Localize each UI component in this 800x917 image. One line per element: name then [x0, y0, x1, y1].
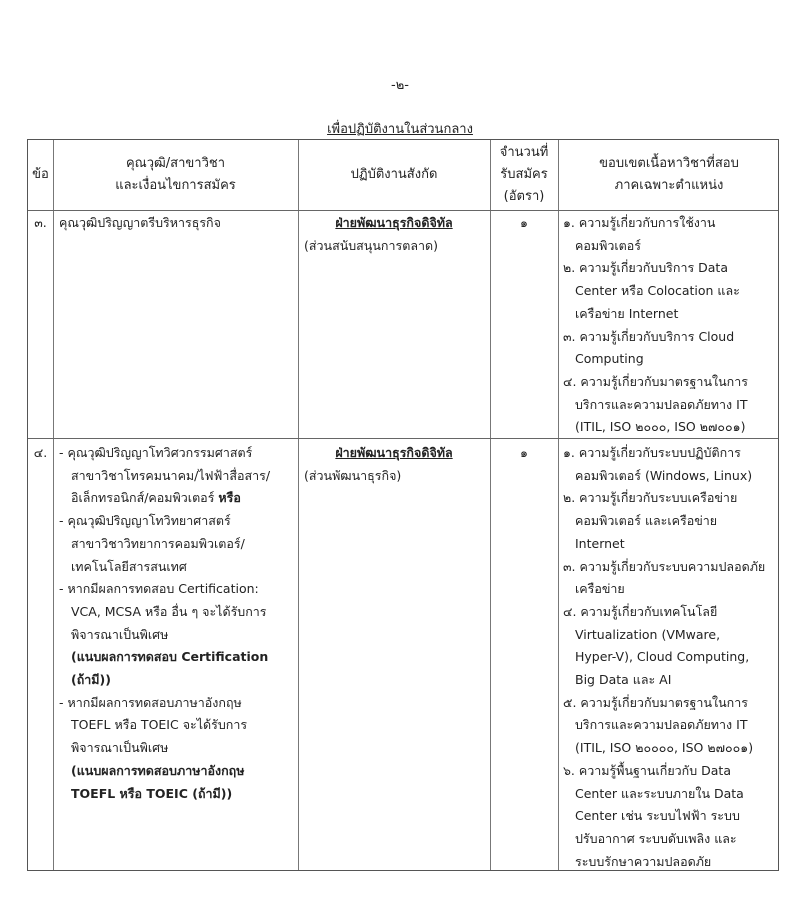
line-text: Center และระบบภายใน Data [575, 785, 744, 801]
line-text: Center เช่น ระบบไฟฟ้า ระบบ [575, 808, 740, 824]
text-line [563, 646, 779, 669]
text-line [563, 601, 779, 624]
header-line: (อัตรา) [503, 189, 545, 204]
header-line: ขอบเขตเนื้อหาวิชาที่สอบ [599, 156, 739, 171]
text-line [563, 737, 779, 760]
line-text: คอมพิวเตอร์ [575, 237, 641, 253]
line-text: ๒. ความรู้เกี่ยวกับระบบเครือข่าย [563, 490, 738, 506]
text-line [59, 578, 295, 601]
unit-title: ฝ่ายพัฒนาธุรกิจดิจิทัล [335, 215, 453, 230]
line-text: ๔. ความรู้เกี่ยวกับมาตรฐานในการ [563, 373, 748, 389]
line-text: พิจารณาเป็นพิเศษ [71, 626, 169, 642]
line-text: สาขาวิชาวิทยาการคอมพิวเตอร์/ [71, 535, 245, 551]
line-text: Internet [575, 535, 625, 551]
line-text: - คุณวุฒิปริญญาโทวิศวกรรมศาสตร์ [59, 445, 253, 460]
scope-cell [563, 442, 779, 873]
line-text: TOEFL หรือ TOEIC (ถ้ามี)) [71, 785, 233, 801]
line-text: (แนบผลการทดสอบ Certification [71, 649, 269, 665]
line-text: คอมพิวเตอร์ (Windows, Linux) [575, 467, 753, 483]
text-line [563, 465, 779, 488]
qualification-cell [59, 212, 295, 235]
row-number: ๓. [34, 215, 47, 230]
line-text: ๔. ความรู้เกี่ยวกับเทคโนโลยี [563, 603, 718, 619]
qualification-cell [59, 442, 295, 805]
line-text: - หากมีผลการทดสอบ Certification: [59, 581, 259, 597]
text-line [563, 235, 779, 258]
scope-cell [563, 212, 779, 439]
unit-title: ฝ่ายพัฒนาธุรกิจดิจิทัล [335, 445, 453, 460]
text-line [59, 646, 295, 669]
line-text: คุณวุฒิปริญญาตรีบริหารธุรกิจ [59, 215, 221, 230]
text-line [563, 692, 779, 715]
positions-table [27, 139, 779, 871]
text-line [563, 624, 779, 647]
table-caption: เพื่อปฏิบัติงานในส่วนกลาง [327, 122, 473, 137]
count-cell: ๑ [520, 215, 528, 230]
column-divider [53, 140, 54, 870]
line-text: ๑. ความรู้เกี่ยวกับการใช้งาน [563, 215, 716, 230]
text-line [563, 714, 779, 737]
line-text: อิเล็กทรอนิกส์/คอมพิวเตอร์ [71, 490, 219, 506]
text-line [59, 760, 295, 783]
line-text: ๓. ความรู้เกี่ยวกับระบบความปลอดภัย [563, 558, 766, 574]
text-line [563, 280, 779, 303]
unit-subtitle: (ส่วนสนับสนุนการตลาด) [304, 237, 438, 253]
text-line [563, 371, 779, 394]
line-text: ๓. ความรู้เกี่ยวกับบริการ Cloud [563, 328, 735, 344]
text-line [563, 510, 779, 533]
header-unit: ปฏิบัติงานสังกัด [350, 167, 438, 182]
line-text: VCA, MCSA หรือ อื่น ๆ จะได้รับการ [71, 603, 267, 619]
line-text: ระบบรักษาความปลอดภัย [575, 853, 712, 869]
count-cell: ๑ [520, 445, 528, 460]
line-text: (ถ้ามี)) [71, 672, 111, 688]
line-text: - หากมีผลการทดสอบภาษาอังกฤษ [59, 694, 242, 710]
text-line [59, 624, 295, 647]
header-line: รับสมัคร [500, 167, 548, 182]
text-line [563, 851, 779, 874]
line-text: (แนบผลการทดสอบภาษาอังกฤษ [71, 762, 245, 778]
header-count [490, 140, 558, 210]
text-line [563, 257, 779, 280]
header-line: ภาคเฉพาะตำแหน่ง [614, 178, 724, 193]
text-line [59, 669, 295, 692]
line-text: เครือข่าย [575, 581, 625, 597]
line-text: - คุณวุฒิปริญญาโทวิทยาศาสตร์ [59, 513, 231, 529]
header-line: และเงื่อนไขการสมัคร [115, 178, 236, 193]
text-line [563, 303, 779, 326]
line-text: ๑. ความรู้เกี่ยวกับระบบปฏิบัติการ [563, 445, 741, 460]
line-text: พิจารณาเป็นพิเศษ [71, 740, 169, 756]
line-text: Hyper-V), Cloud Computing, [575, 649, 750, 665]
line-text: Virtualization (VMware, [575, 626, 721, 642]
text-line [563, 805, 779, 828]
line-text: TOEFL หรือ TOEIC จะได้รับการ [71, 717, 248, 733]
line-text: บริการและความปลอดภัยทาง IT [575, 396, 748, 412]
line-text: Big Data และ AI [575, 672, 672, 688]
text-line [563, 416, 779, 439]
header-line: คุณวุฒิ/สาขาวิชา [125, 156, 226, 171]
line-text: ปรับอากาศ ระบบดับเพลิง และ [575, 830, 737, 846]
text-line [563, 326, 779, 349]
text-line [563, 394, 779, 417]
line-text: (ITIL, ISO ๒๐๐๐, ISO ๒๗๐๐๑) [575, 419, 746, 435]
unit-subtitle: (ส่วนพัฒนาธุรกิจ) [304, 467, 402, 483]
line-text: เครือข่าย Internet [575, 305, 679, 321]
text-line [563, 487, 779, 510]
row-number: ๔. [33, 445, 48, 460]
line-text: เทคโนโลยีสารสนเทศ [71, 558, 187, 574]
text-line [59, 533, 295, 556]
line-text: Center หรือ Colocation และ [575, 283, 740, 299]
text-line [59, 601, 295, 624]
header-divider [28, 210, 778, 211]
line-text: สาขาวิชาโทรคมนาคม/ไฟฟ้าสื่อสาร/ [71, 467, 271, 483]
line-text: Computing [575, 351, 644, 367]
text-line [563, 783, 779, 806]
line-text: ๒. ความรู้เกี่ยวกับบริการ Data [563, 260, 728, 276]
text-line [563, 212, 779, 235]
text-line [59, 465, 295, 488]
page-number: -๒- [391, 78, 409, 93]
line-text: ๕. ความรู้เกี่ยวกับมาตรฐานในการ [563, 694, 748, 710]
text-line [59, 556, 295, 579]
text-line [59, 783, 295, 806]
text-line [59, 737, 295, 760]
text-line [59, 714, 295, 737]
text-line [563, 760, 779, 783]
line-text: คอมพิวเตอร์ และเครือข่าย [575, 513, 718, 529]
text-line [59, 692, 295, 715]
line-text: ๖. ความรู้พื้นฐานเกี่ยวกับ Data [563, 762, 731, 778]
text-line [563, 578, 779, 601]
header-line: จำนวนที่ [499, 145, 549, 160]
text-line [563, 556, 779, 579]
unit-cell [298, 212, 490, 257]
text-line [59, 487, 295, 510]
column-divider [490, 140, 491, 870]
text-line [59, 510, 295, 533]
header-no: ข้อ [32, 167, 49, 182]
unit-cell [298, 442, 490, 487]
text-line [563, 669, 779, 692]
text-line [563, 348, 779, 371]
line-text: (ITIL, ISO ๒๐๐๐๐, ISO ๒๗๐๐๑) [575, 740, 754, 756]
text-line [563, 442, 779, 465]
header-scope [558, 140, 780, 210]
text-line [563, 533, 779, 556]
line-text: บริการและความปลอดภัยทาง IT [575, 717, 748, 733]
text-line [59, 212, 295, 235]
text-line [59, 442, 295, 465]
header-qualification [53, 140, 298, 210]
column-divider [558, 140, 559, 870]
bold-text: หรือ [218, 490, 241, 506]
text-line [563, 828, 779, 851]
